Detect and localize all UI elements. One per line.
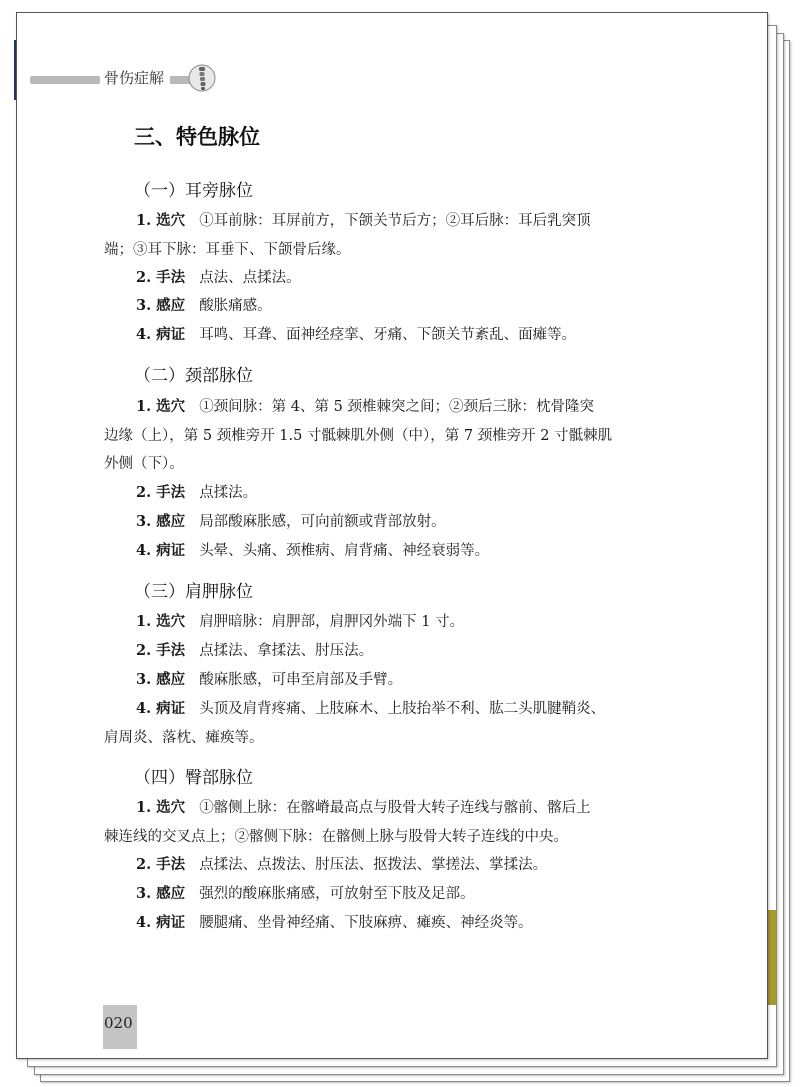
item-text: 头晕、头痛、颈椎病、肩背痛、神经衰弱等。 (199, 543, 490, 559)
item-text: 局部酸麻胀感，可向前额或背部放射。 (199, 514, 446, 530)
item-continuation: 端；③耳下脉：耳垂下、下颌骨后缘。 (104, 242, 351, 258)
item-text: ①颈间脉：第 4、第 5 颈椎棘突之间；②颈后三脉：枕骨隆突 (199, 399, 594, 415)
list-item (136, 884, 475, 904)
item-continuation: 肩周炎、落枕、瘫痪等。 (104, 730, 264, 746)
item-text: 肩胛暗脉：肩胛部，肩胛冈外端下 1 寸。 (199, 614, 465, 630)
list-item (136, 397, 594, 417)
spine-icon (188, 63, 216, 93)
item-label: 4. 病证 (136, 700, 186, 717)
item-text: 头顶及肩背疼痛、上肢麻木、上肢抬举不利、肱二头肌腱鞘炎、 (199, 701, 606, 717)
part-heading: （四）臀部脉位 (134, 768, 253, 788)
list-item (136, 913, 533, 933)
list-item (136, 612, 464, 632)
page-number: 020 (104, 1014, 133, 1032)
part-heading: （一）耳旁脉位 (134, 181, 253, 201)
item-continuation: 棘连线的交叉点上；②髂侧下脉：在髂侧上脉与股骨大转子连线的中央。 (104, 829, 568, 845)
item-text: 耳鸣、耳聋、面神经痉挛、牙痛、下颌关节紊乱、面瘫等。 (199, 327, 577, 343)
item-label: 3. 感应 (136, 513, 186, 530)
item-text: 强烈的酸麻胀痛感，可放射至下肢及足部。 (199, 886, 475, 902)
item-label: 3. 感应 (136, 885, 186, 902)
item-continuation: 边缘（上），第 5 颈椎旁开 1.5 寸骶棘肌外侧（中），第 7 颈椎旁开 2 寸骶棘肌 (104, 428, 613, 444)
part-heading: （三）肩胛脉位 (134, 582, 253, 602)
item-text: 点揉法、拿揉法、肘压法。 (199, 643, 374, 659)
list-item (136, 296, 272, 316)
item-text: 点法、点揉法。 (199, 270, 301, 286)
list-item (136, 268, 301, 288)
item-text: 点揉法。 (199, 485, 258, 501)
item-label: 3. 感应 (136, 671, 186, 688)
running-header-title: 骨伤症解 (104, 69, 165, 87)
item-continuation: 外侧（下）。 (104, 456, 184, 472)
item-text: 点揉法、点拨法、肘压法、抠拨法、掌搓法、掌揉法。 (199, 857, 548, 873)
item-label: 1. 选穴 (136, 799, 186, 816)
list-item (136, 798, 591, 818)
item-label: 4. 病证 (136, 914, 186, 931)
item-label: 3. 感应 (136, 297, 186, 314)
item-label: 2. 手法 (136, 856, 186, 873)
list-item (136, 641, 373, 661)
item-label: 4. 病证 (136, 326, 186, 343)
list-item (136, 211, 591, 231)
item-label: 2. 手法 (136, 642, 186, 659)
item-label: 4. 病证 (136, 542, 186, 559)
item-text: ①耳前脉：耳屏前方，下颌关节后方；②耳后脉：耳后乳突顶 (199, 213, 591, 229)
header-rule-left (30, 76, 100, 84)
item-text: 酸麻胀感，可串至肩部及手臂。 (199, 672, 403, 688)
list-item (136, 699, 605, 719)
list-item (136, 855, 547, 875)
item-text: 酸胀痛感。 (199, 298, 272, 314)
list-item (136, 670, 402, 690)
list-item (136, 512, 446, 532)
list-item (136, 483, 257, 503)
item-label: 1. 选穴 (136, 212, 186, 229)
item-label: 2. 手法 (136, 269, 186, 286)
item-text: ①髂侧上脉：在髂嵴最高点与股骨大转子连线与髂前、髂后上 (199, 800, 591, 816)
list-item (136, 541, 489, 561)
header-rule-right (170, 76, 190, 84)
part-heading: （二）颈部脉位 (134, 366, 253, 386)
item-text: 腰腿痛、坐骨神经痛、下肢麻痹、瘫痪、神经炎等。 (199, 915, 533, 931)
section-title: 三、特色脉位 (134, 125, 260, 149)
item-label: 2. 手法 (136, 484, 186, 501)
list-item (136, 325, 576, 345)
item-label: 1. 选穴 (136, 398, 186, 415)
item-label: 1. 选穴 (136, 613, 186, 630)
